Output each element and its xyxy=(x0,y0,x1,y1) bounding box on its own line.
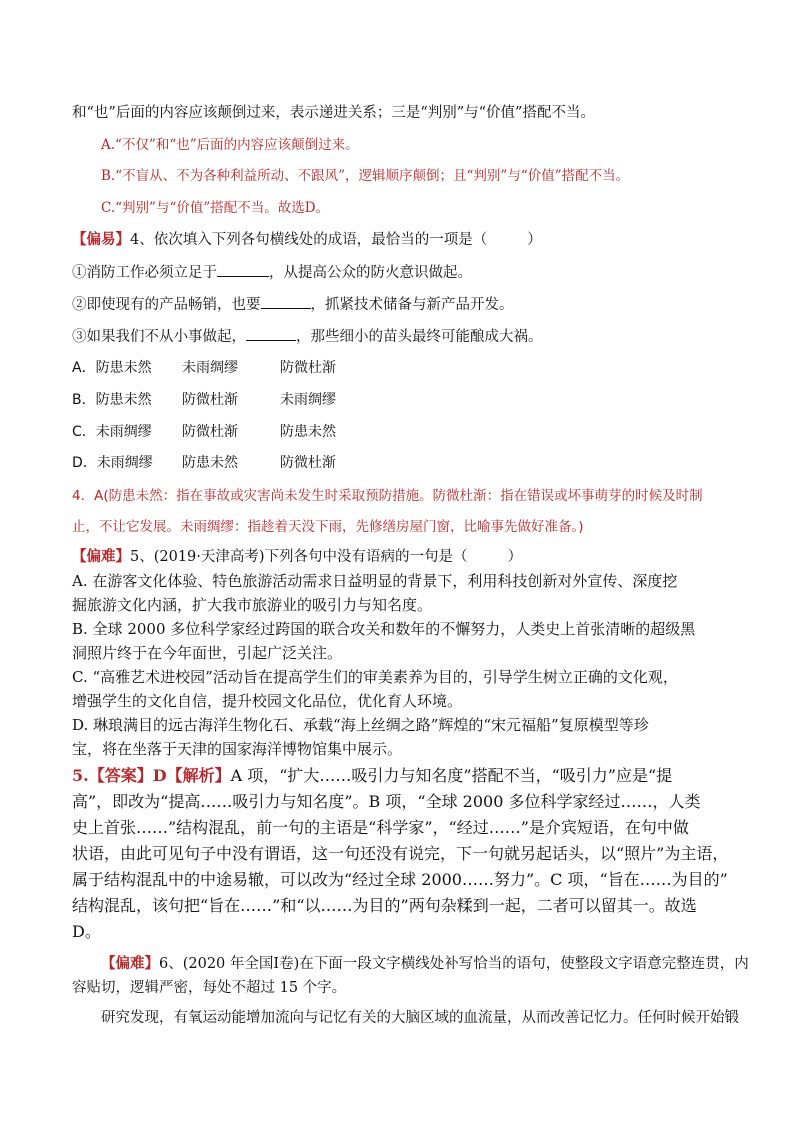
answer-tag: 5.【答案】D【解析】 xyxy=(72,766,231,785)
answer-5-line-2: 高”，即改为“提高……吸引力与知名度”。B 项，“全球 2000 多位科学家经过……，人类 xyxy=(72,792,701,811)
paragraph-text: 和“也”后面的内容应该颠倒过来，表示递进关系；三是“判别”与“价值”搭配不当。 xyxy=(72,105,595,121)
question-4-stem xyxy=(72,230,542,250)
answer-5-line-4: 状语，由此可见句子中没有谓语，这一句还没有说完，下一句就另起话头，以“照片”为主语， xyxy=(72,844,729,863)
difficulty-tag: 【偏难】 xyxy=(101,955,159,972)
question-6-line-2: 容贴切，逻辑严密，每处不超过 15 个字。 xyxy=(72,980,347,996)
option-a-3: 防微杜渐 xyxy=(280,360,336,376)
option-d-2: 防患未然 xyxy=(182,455,238,471)
option-c-2: 防微杜渐 xyxy=(182,424,238,440)
passage-line-1: 研究发现，有氧运动能增加流向与记忆有关的大脑区域的血流量，从而改善记忆力。任何时候开始锻 xyxy=(101,1010,739,1026)
difficulty-tag: 【偏易】 xyxy=(72,231,130,248)
answer-5-line-7: D。 xyxy=(72,922,101,941)
question-text: 4、依次填入下列各句横线处的成语，最恰当的一项是（ xyxy=(130,232,488,248)
difficulty-tag: 【偏难】 xyxy=(72,548,130,565)
answer-5-line-5: 属于结构混乱中的中途易辙，可以改为“经过全球 2000……努力”。C 项，“旨在……为目的” xyxy=(72,870,728,889)
answer-4-line-1: 4．A(防患未然：指在事故或灾害尚未发生时采取预防措施。防微杜渐：指在错误或坏事萌芽的时候及时制 xyxy=(72,488,703,504)
answer-text: A 项，“扩大……吸引力与知名度”搭配不当，“吸引力”应是“提 xyxy=(230,766,673,785)
answer-5-line-6: 结构混乱，该句把“旨在……”和“以……为目的”两句杂糅到一起，二者可以留其一。故选 xyxy=(72,896,697,915)
analysis-option-c: C.“判别”与“价值”搭配不当。故选D。 xyxy=(101,200,330,216)
question-text-end: ） xyxy=(527,232,542,248)
sentence-2-after: ，抓紧技术储备与新产品开发。 xyxy=(310,297,514,313)
option-a-line-2: 掘旅游文化内涵，扩大我市旅游业的吸引力与知名度。 xyxy=(72,596,433,614)
option-b-3: 未雨绸缪 xyxy=(280,392,336,408)
blank-2 xyxy=(261,294,311,309)
sentence-1-before: ①消防工作必须立足于 xyxy=(72,265,217,281)
option-c-line-2: 增强学生的文化自信，提升校园文化品位，优化育人环境。 xyxy=(72,692,463,710)
question-6-line-1 xyxy=(101,954,749,974)
blank-1 xyxy=(217,262,269,277)
option-d-line-1: D. 琳琅满目的远古海洋生物化石、承载“海上丝绸之路”辉煌的“宋元福船”复原模型等珍 xyxy=(72,716,649,734)
analysis-option-b: B.“不盲从、不为各种利益所动、不跟风”，逻辑顺序颠倒；且“判别”与“价值”搭配不当。 xyxy=(101,168,630,184)
option-c-1: C．未雨绸缪 xyxy=(72,424,152,440)
option-b-1: B．防患未然 xyxy=(72,392,152,408)
sentence-1 xyxy=(72,262,472,283)
option-d-1: D．未雨绸缪 xyxy=(72,455,153,471)
option-b-line-1: B. 全球 2000 多位科学家经过跨国的联合攻关和数年的不懈努力，人类史上首张清晰的超级黑 xyxy=(72,620,696,638)
question-5-stem xyxy=(72,547,522,567)
sentence-3-before: ③如果我们不从小事做起， xyxy=(72,329,246,345)
sentence-2 xyxy=(72,294,514,315)
option-c-3: 防患未然 xyxy=(280,424,336,440)
option-b-line-2: 洞照片终于在今年面世，引起广泛关注。 xyxy=(72,644,343,662)
analysis-option-a: A.“不仅”和“也”后面的内容应该颠倒过来。 xyxy=(101,137,359,153)
sentence-2-before: ②即使现有的产品畅销，也要 xyxy=(72,297,261,313)
answer-5-line-1 xyxy=(72,765,672,787)
sentence-3 xyxy=(72,326,543,347)
question-text-end: ） xyxy=(507,549,523,565)
option-a-2: 未雨绸缪 xyxy=(182,360,238,376)
option-a-line-1: A. 在游客文化体验、特色旅游活动需求日益明显的背景下，利用科技创新对外宣传、深度挖 xyxy=(72,572,678,590)
blank-3 xyxy=(246,326,296,341)
option-c-line-1: C. “高雅艺术进校园”活动旨在提高学生们的审美素养为目的，引导学生树立正确的文化观， xyxy=(72,668,678,686)
option-d-line-2: 宝，将在坐落于天津的国家海洋博物馆集中展示。 xyxy=(72,740,403,758)
sentence-1-after: ，从提高公众的防火意识做起。 xyxy=(269,265,472,281)
option-a-1: A．防患未然 xyxy=(72,360,152,376)
question-text: 5、(2019·天津高考)下列各句中没有语病的一句是（ xyxy=(130,549,468,565)
answer-4-line-2: 止，不让它发展。未雨绸缪：指趁着天没下雨，先修缮房屋门窗，比喻事先做好准备。) xyxy=(72,519,584,535)
question-text: 6、(2020 年全国Ⅰ卷)在下面一段文字横线处补写恰当的语句，使整段文字语意完整连贯，内 xyxy=(159,956,749,972)
option-b-2: 防微杜渐 xyxy=(182,392,238,408)
sentence-3-after: ，那些细小的苗头最终可能酿成大祸。 xyxy=(296,329,543,345)
option-d-3: 防微杜渐 xyxy=(280,455,336,471)
answer-5-line-3: 史上首张……”结构混乱，前一句的主语是“科学家”，“经过……”是介宾短语，在句中做 xyxy=(72,818,689,837)
